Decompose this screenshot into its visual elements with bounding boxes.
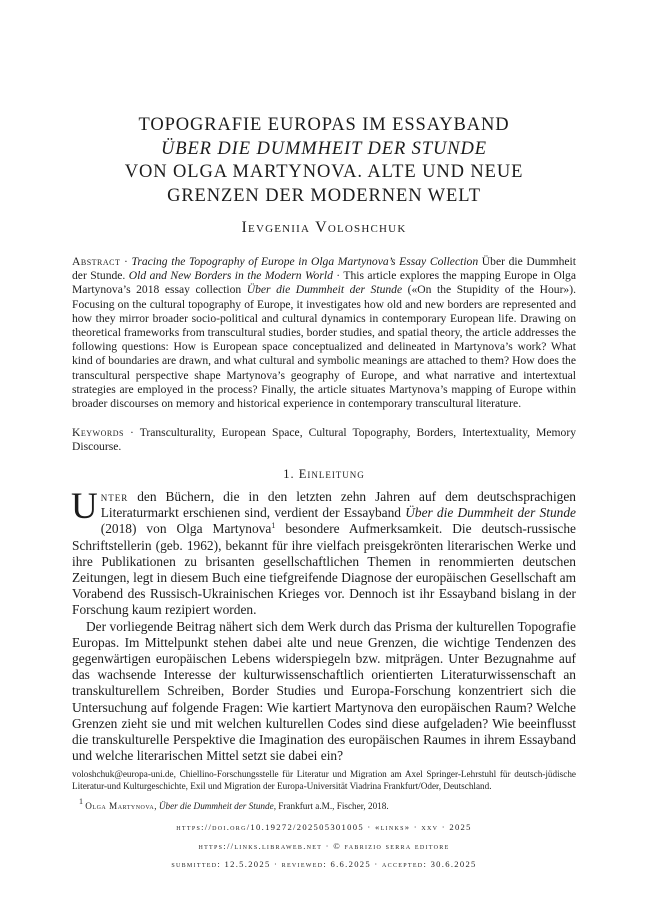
keywords-text: Transculturality, European Space, Cultural Topography, Borders, Intertextuality, Memory Discourse. [72, 426, 576, 454]
paragraph-1 [71, 486, 576, 619]
footnote-1-rest: , Frankfurt a.M., Fischer, 2018. [273, 800, 389, 811]
keywords-label: Keywords [72, 426, 124, 439]
abstract-text-1: This article explores the mapping Europe in Olga Martynova’s 2018 essay collection [72, 269, 576, 297]
footnote-1-number: 1 [79, 796, 83, 806]
drop-cap: U [71, 486, 98, 527]
author-affiliation: voloshchuk@europa-uni.de, Chiellino-Forschungsstelle für Literatur und Migration am Axel Springer-Lehrstuhl für deutsch-jüdische Literatur-und Kulturgeschichte, Exil und Migration der Europa-Universität Viadrina Frankfurt/Oder, Deutschland. [72, 769, 576, 791]
drop-word: nter [100, 489, 129, 504]
abstract-separator-2: · [332, 269, 344, 283]
footnote-ref-1[interactable]: 1 [271, 521, 276, 531]
footnote-1-author: Olga Martynova [85, 800, 155, 811]
keywords [72, 426, 576, 454]
abstract-label: Abstract [72, 255, 121, 268]
article-title [72, 114, 576, 208]
title-line-1: TOPOGRAFIE EUROPAS IM ESSAYBAND [138, 115, 510, 135]
keywords-separator: · [123, 426, 140, 439]
paragraph-1-text-c: besondere Aufmerksamkeit. Die deutsch-russische Schriftstellerin (geb. 1962), bekannt für ihre vielfach preisgekrönten literarischen Werke und ihre Publikationen zu brisanten gesellschaftlichen Themen in renommierten deutschen Zeitungen, legt in diesem Buch eine tiefgreifende Diagnose der europäischen Gesellschaft am Vorabend des Russisch-Ukrainischen Krieges vor. Dennoch ist ihr Essayband bislang in der Forschung kaum rezipiert worden. [72, 521, 576, 618]
body-text [71, 486, 576, 764]
abstract-english-title-1: Tracing the Topography of Europe in Olga Martynova’s Essay Collection [131, 255, 479, 268]
paragraph-1-text-a: den Büchern, die in den letzten zehn Jahren auf dem deutschsprachigen Literaturmarkt erschienen sind, verdient der Essayband [100, 489, 576, 521]
paragraph-2: Der vorliegende Beitrag nähert sich dem Werk durch das Prisma der kulturellen Topografie Europas. Im Mittelpunkt stehen dabei alte und neue Grenzen, die wichtige Tendenzen des gegenwärtigen europäischen Lebens widerspiegeln bzw. mitprägen. Unter Bezugnahme auf das wachsende Interesse der kulturwissenschaftlich orientierten Literaturwissenschaft an transkulturellem Schreiben, Border Studies und Europa-Forschung konzentriert sich die Untersuchung auf folgende Fragen: Wie kartiert Martynova den europäischen Raum? Welche Grenzen zieht sie und mit welchen kulturellen Codes sind diese aufgeladen? Wie beeinflusst die transkulturelle Perspektive die Imagination des europäischen Raumes in ihrem Essayband und welche literarischen Mittel setzt sie dabei ein? [72, 618, 576, 764]
publisher-link[interactable]: https://links.libraweb.net · © fabrizio serra editore [198, 840, 450, 851]
author-name: Ievgeniia Voloshchuk [241, 219, 407, 236]
title-line-3: VON OLGA MARTYNOVA. ALTE UND NEUE [124, 162, 524, 182]
title-line-4: GRENZEN DER MODERNEN WELT [167, 185, 481, 206]
footnotes [72, 769, 576, 812]
abstract [72, 255, 576, 411]
doi-link[interactable]: https://doi.org/10.19272/202505301005 · «links» · xxv · 2025 [176, 822, 472, 832]
footnote-1-title: Über die Dummheit der Stunde [158, 800, 274, 811]
submission-dates: submitted: 12.5.2025 · reviewed: 6.6.2025 · accepted: 30.6.2025 [171, 859, 477, 870]
abstract-text-2: («On the Stupidity of the Hour»). Focusing on the cultural topography of Europe, it investigates how old and new borders are represented and how they mirror broader socio-political and cultural dynamics in contemporary European life. Drawing on theoretical frameworks from transcultural studies, border studies, and spatial theory, the article addresses the following questions: How is European space conceptualized and delineated in Martynova’s work? What kind of boundaries are drawn, and what cultural and symbolic meanings are attached to them? How does the transcultural perspective shape Martynova’s geography of Europe, and what narrative and intertextual strategies are employed in the process? Finally, the article situates Martynova’s mapping of Europe within broader discourses on memory and historical experience in contemporary transcultural literature. [72, 283, 576, 411]
title-line-2: ÜBER DIE DUMMHEIT DER STUNDE [161, 138, 487, 159]
abstract-english-title-book: Über die Dummheit der Stunde. [72, 255, 576, 283]
section-heading: 1. Einleitung [283, 467, 365, 481]
footnote-1-comma: , [154, 800, 159, 811]
paragraph-1-text-b: (2018) von Olga Martynova [100, 521, 272, 537]
book-title: Über die Dummheit der Stunde [405, 505, 576, 521]
page-footer [72, 818, 576, 874]
abstract-book-title: Über die Dummheit der Stunde [246, 283, 403, 297]
abstract-english-title-2: Old and New Borders in the Modern World [128, 269, 333, 283]
footnote-1 [72, 796, 576, 813]
abstract-separator: · [120, 255, 132, 268]
